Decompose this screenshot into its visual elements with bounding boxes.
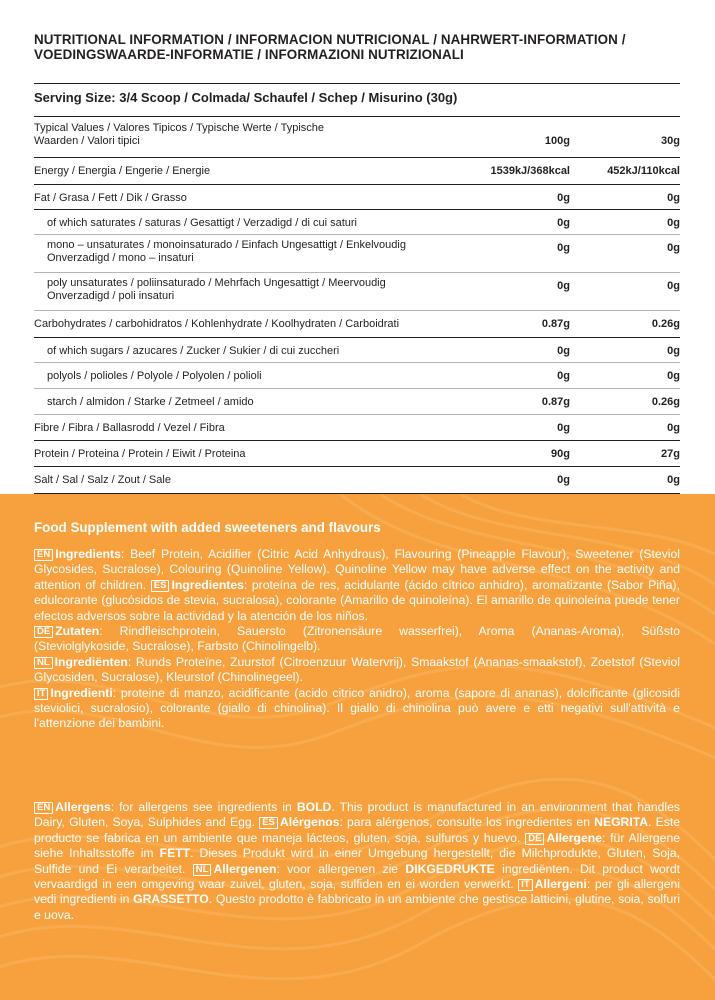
allergens-de-text-1: : für Allergene siehe Inhaltsstoffe im: [34, 830, 680, 861]
lang-tag-nl: NL: [34, 657, 53, 669]
nutrition-table: [34, 119, 680, 494]
nutrition-panel: [0, 0, 715, 494]
value-per-100g: 0.87g: [541, 318, 570, 330]
nutrition-header-row: [34, 119, 680, 158]
title-divider: [34, 83, 680, 84]
value-per-100g: 0g: [557, 217, 570, 229]
nutrition-row: [34, 415, 680, 441]
supplement-line: Food Supplement with added sweeteners and flavours: [34, 520, 381, 535]
lang-tag-it: IT: [34, 688, 48, 700]
nutrient-label: Fat / Grasa / Fett / Dik / Grasso: [34, 192, 187, 204]
nutrient-label: of which saturates / saturas / Gesattigt / Verzadigd / di cui saturi: [47, 217, 357, 229]
allergens-es-text-1: : para alérgenos, consulte los ingredientes en: [339, 815, 595, 830]
allergens-es-text-2: . Este producto se fabrica en un ambiente que maneja lácteos, gluten, soja, sulfuros y huevo.: [34, 815, 681, 845]
nutrition-row: [34, 467, 680, 494]
value-per-serving: 0g: [667, 280, 680, 292]
nutrition-row: [34, 158, 680, 185]
ingredients-de-heading: Zutaten: [55, 624, 100, 639]
allergens-it-heading: Allergeni: [534, 877, 587, 892]
serving-size: Serving Size: 3/4 Scoop / Colmada/ Schaufel / Schep / Misurino (30g): [34, 90, 458, 105]
allergen-tag-de: DE: [525, 833, 544, 845]
allergens-de-heading: Allergene: [546, 830, 602, 845]
allergens-it-text-2: . Questo prodotto è fabbricato in un ambiente che gestisce latticini, glutine, soia, solfuri e uova.: [34, 892, 680, 922]
ingredients-nl-heading: Ingrediënten: [54, 654, 128, 669]
allergens-it-bold: GRASSETTO: [133, 892, 209, 907]
nutrition-row: [34, 363, 680, 389]
allergen-tag-en: EN: [34, 802, 53, 814]
value-per-serving: 0.26g: [651, 396, 680, 408]
allergens-en-bold: BOLD: [296, 800, 332, 814]
allergens-nl-heading: Allergenen: [213, 861, 277, 876]
allergens-en-heading: Allergens: [55, 800, 111, 814]
ingredients-de-text: : Rindfleischprotein, Sauersto (Zitronensäure wasserfrei), Aroma (Ananas-Aroma), Süßsto (Steviolglykoside, Sucralose), Farbsto (Chinolingelb).: [34, 624, 680, 654]
value-per-serving: 27g: [661, 448, 680, 460]
value-per-100g: 0g: [557, 422, 570, 434]
value-per-100g: 1539kJ/368kcal: [490, 165, 570, 177]
nutrient-label: polyols / polioles / Polyole / Polyolen / polioli: [47, 370, 262, 382]
nutrient-label: Energy / Energia / Engerie / Energie: [34, 165, 211, 177]
ingredients-nl-text: : Runds Proteïne, Zuurstof (Citroenzuur Watervrij), Smaakstof (Ananas-smaakstof), Zoetstof (Steviol Glycosiden, Sucralose), Kleurstof (Chinolinegeel).: [34, 654, 680, 685]
allergens-es-heading: Alérgenos: [279, 815, 340, 830]
nutrient-label: Protein / Proteina / Protein / Eiwit / Proteina: [34, 448, 246, 460]
value-per-serving: 0.26g: [651, 318, 680, 330]
ingredients-panel: [0, 494, 715, 1000]
ingredients-es-heading: Ingredientes: [171, 577, 244, 592]
value-per-100g: 0g: [557, 474, 570, 486]
allergens-it-text-1: : per gli allergeni vedi ingredienti in: [34, 877, 681, 907]
nutrition-row: [34, 311, 680, 338]
allergen-tag-it: IT: [518, 879, 532, 891]
nutrition-row: [34, 210, 680, 235]
value-per-serving: 0g: [667, 242, 680, 254]
nutrition-row: [34, 273, 680, 311]
ingredients-en-text: : Beef Protein, Acidifier (Citric Acid Anhydrous), Flavouring (Pineapple Flavour), Sweetener (Steviol Glycosides, Sucralose), Colouring (Quinoline Yellow). Quinoline Yellow may have adverse effect on the activity and attention of children.: [34, 547, 680, 592]
value-per-serving: 0g: [667, 474, 680, 486]
lang-tag-en: EN: [34, 549, 53, 561]
ingredients-it-text: : proteine di manzo, acidificante (acido citrico anidro), aroma (sapore di ananas), dolcificante (glicosidi steviolici, sucralosio), colorante (giallo di chinolina). Il giallo di chinolina può avere e etti negativi sull'attività e l'attenzione dei bambini.: [34, 685, 680, 731]
nutrition-row: [34, 389, 680, 415]
nutrient-label: poly unsaturates / poliinsaturado / Mehrfach Ungesattigt / Meervoudig Onverzadigd / poli insaturi: [47, 277, 386, 302]
nutrient-label: of which sugars / azucares / Zucker / Sukier / di cui zuccheri: [47, 345, 340, 357]
ingredients-en-heading: Ingredients: [55, 547, 121, 561]
lang-tag-de: DE: [34, 626, 53, 638]
ingredients-it-heading: Ingredienti: [50, 685, 113, 700]
value-per-100g: 0g: [557, 370, 570, 382]
column-header-serving: 30g: [661, 135, 680, 147]
nutrient-label: Carbohydrates / carbohidratos / Kohlenhydrate / Koolhydraten / Carboidrati: [34, 318, 400, 330]
allergens-es-bold: NEGRITA: [594, 815, 649, 830]
column-header-100g: 100g: [544, 135, 570, 147]
nutrient-label: mono – unsaturates / monoinsaturado / Einfach Ungesattigt / Enkelvoudig Onverzadigd / mono – insaturi: [47, 239, 406, 264]
value-per-100g: 0g: [557, 280, 570, 292]
value-per-100g: 0.87g: [541, 396, 570, 408]
value-per-serving: 0g: [667, 422, 680, 434]
value-per-100g: 90g: [551, 448, 570, 460]
ingredients-text: [34, 547, 680, 732]
allergens-de-text-2: . Dieses Produkt wird in einer Umgebung hergestellt, die Milchprodukte, Gluten, Soja, Sulfide und Ei verarbeitet.: [34, 846, 681, 876]
allergen-tag-nl: NL: [193, 864, 212, 876]
nutrient-label: Fibre / Fibra / Ballasrodd / Vezel / Fibra: [34, 422, 225, 434]
allergens-text: [34, 800, 680, 923]
nutrition-title: NUTRITIONAL INFORMATION / INFORMACION NUTRICIONAL / NAHRWERT-INFORMATION / VOEDINGSWAARDE-INFORMATIE / INFORMAZIONI NUTRIZIONALI: [34, 32, 626, 62]
ingredients-es-text: : proteína de res, acidulante (ácido cítrico anhidro), aromatizante (Sabor Piña), edulcorante (glucósidos de stevia, sucralosa), colorante (Amarillo de quinoleína). El amarillo de quinoleína puede tener efectos adversos sobre la actividad y la atención de los niños.: [34, 577, 681, 623]
allergens-nl-text-2: ingrediënten. Dit product wordt vervaardigd in een omgeving waar zuivel, gluten, soja, sulfiden en ei worden verwerkt.: [34, 861, 680, 892]
typical-values-label: Typical Values / Valores Tipicos / Typische Werte / Typische Waarden / Valori tipici: [34, 122, 325, 147]
nutrition-row: [34, 338, 680, 363]
value-per-100g: 0g: [557, 242, 570, 254]
value-per-serving: 0g: [667, 370, 680, 382]
allergens-de-bold: FETT: [159, 846, 191, 861]
value-per-100g: 0g: [557, 345, 570, 357]
allergens-en-text-1: : for allergens see ingredients in: [110, 800, 297, 814]
nutrition-row: [34, 235, 680, 273]
serving-divider: [34, 116, 680, 117]
value-per-100g: 0g: [557, 192, 570, 204]
nutrition-row: [34, 441, 680, 467]
value-per-serving: 0g: [667, 345, 680, 357]
nutrient-label: starch / almidon / Starke / Zetmeel / amido: [47, 396, 254, 408]
allergen-tag-es: ES: [259, 817, 278, 829]
allergens-nl-bold: DIKGEDRUKTE: [405, 861, 495, 876]
value-per-serving: 0g: [667, 192, 680, 204]
lang-tag-es: ES: [151, 580, 170, 592]
value-per-serving: 0g: [667, 217, 680, 229]
allergens-nl-text-1: : voor allergenen zie: [276, 861, 406, 876]
value-per-serving: 452kJ/110kcal: [607, 165, 680, 177]
allergens-en-text-2: . This product is manufactured in an environment that handles Dairy, Gluten, Soya, Sulphides and Egg.: [34, 800, 680, 830]
nutrient-label: Salt / Sal / Salz / Zout / Sale: [34, 474, 171, 486]
nutrition-row: [34, 185, 680, 210]
